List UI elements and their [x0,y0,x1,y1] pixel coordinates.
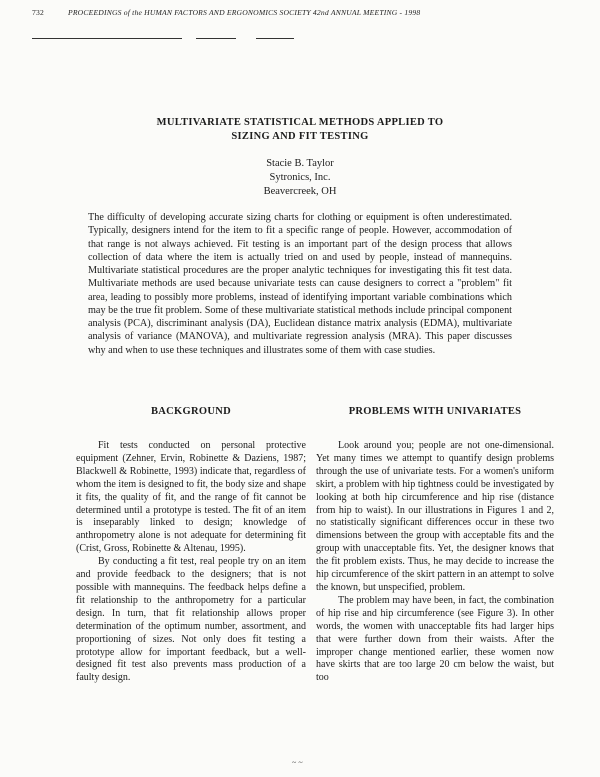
author-affiliation: Sytronics, Inc. [269,172,331,183]
background-paragraph-1: Fit tests conducted on personal protective equipment (Zehner, Ervin, Robinette & Daziens, 1987; Blackwell & Robinette, 1993) indicate that, regardless of whom the item is designed to fit, the body size and shape it fits, the quality of fit, and the range of fit cannot be determined until a prototype is tested. The fit of an item is inseparably linked to design; knowledge of anthropometry alone is not adequate for determining fit (Crist, Gross, Robinette & Altenau, 1995). [76,440,306,555]
running-title: PROCEEDINGS of the HUMAN FACTORS AND ERGONOMICS SOCIETY 42nd ANNUAL MEETING - 1998 [68,8,421,17]
background-paragraph-2: By conducting a fit test, real people try on an item and provide feedback to the designers; that is not possible with mannequins. The feedback helps define a fit relationship to the anthropometry for a particular design. In turn, that fit relationship allows proper determination of the optimum number, assortment, and proportioning of sizes. Not only does fit testing a prototype allow for important feedback, but a well-designed fit test also prevents mass production of a faulty design. [76,556,306,684]
author-block [150,157,450,199]
header-rule-mid [196,38,236,39]
title-line-1: MULTIVARIATE STATISTICAL METHODS APPLIED TO [156,117,444,128]
author-location: Beavercreek, OH [263,186,337,197]
page-number: 732 [32,8,44,17]
abstract: The difficulty of developing accurate sizing charts for clothing or equipment is often underestimated. Typically, designers intend for the item to fit a specific range of people. However, accommodation of that range is not always achieved. Fit testing is an important part of the design process that allows collection of data where the item is actually tried on and used by people, instead of mannequins. Multivariate statistical procedures are the proper analytic techniques for investigating this fit test data. Multivariate methods are used because univariate tests can cause designers to correct a "problem" fit area, leading to possibly more problems, instead of identifying important variable combinations which may be the true fit problem. Some of these multivariate statistical methods include principal component analysis (PCA), discriminant analysis (DA), Euclidean distance matrix analysis (EDMA), multivariate analysis of variance (MANOVA), and multivariate regression analysis (MRA). This paper discusses why and when to use these techniques and illustrates some of them with case studies. [88,212,512,356]
author-name: Stacie B. Taylor [266,158,334,169]
column-left [76,406,306,685]
section-heading-background: BACKGROUND [150,406,231,417]
running-header [32,8,572,17]
problems-paragraph-2: The problem may have been, in fact, the combination of hip rise and hip circumference (see Figure 3). In other words, the women with unacceptable fits had larger hips that were further down from their waists. After the improper change mentioned earlier, these women now have skirts that are too large 20 cm below the waist, but too [316,594,554,684]
title-line-2: SIZING AND FIT TESTING [231,131,369,142]
header-rule-right [256,38,294,39]
column-right [316,406,554,685]
footer-mark: ~ ~ [292,758,303,767]
paper-title [90,116,510,144]
header-rule-left [32,38,182,39]
section-heading-problems: PROBLEMS WITH UNIVARIATES [348,406,522,417]
problems-paragraph-1: Look around you; people are not one-dimensional. Yet many times we attempt to quantify design problems through the use of univariate tests. For a women's uniform skirt, a problem with hip tightness could be investigated by looking at both hip circumference and hip rise (distance from hip to waist). In our illustrations in Figures 1 and 2, no statistically significant differences occur in these two dimensions between the group with acceptable fits and the group with unacceptable fits. Yet, the designer knows that the fit problem exists. Thus, he may decide to increase the hip circumference of the skirt pattern in an attempt to solve the known, but unspecified, problem. [316,440,554,593]
